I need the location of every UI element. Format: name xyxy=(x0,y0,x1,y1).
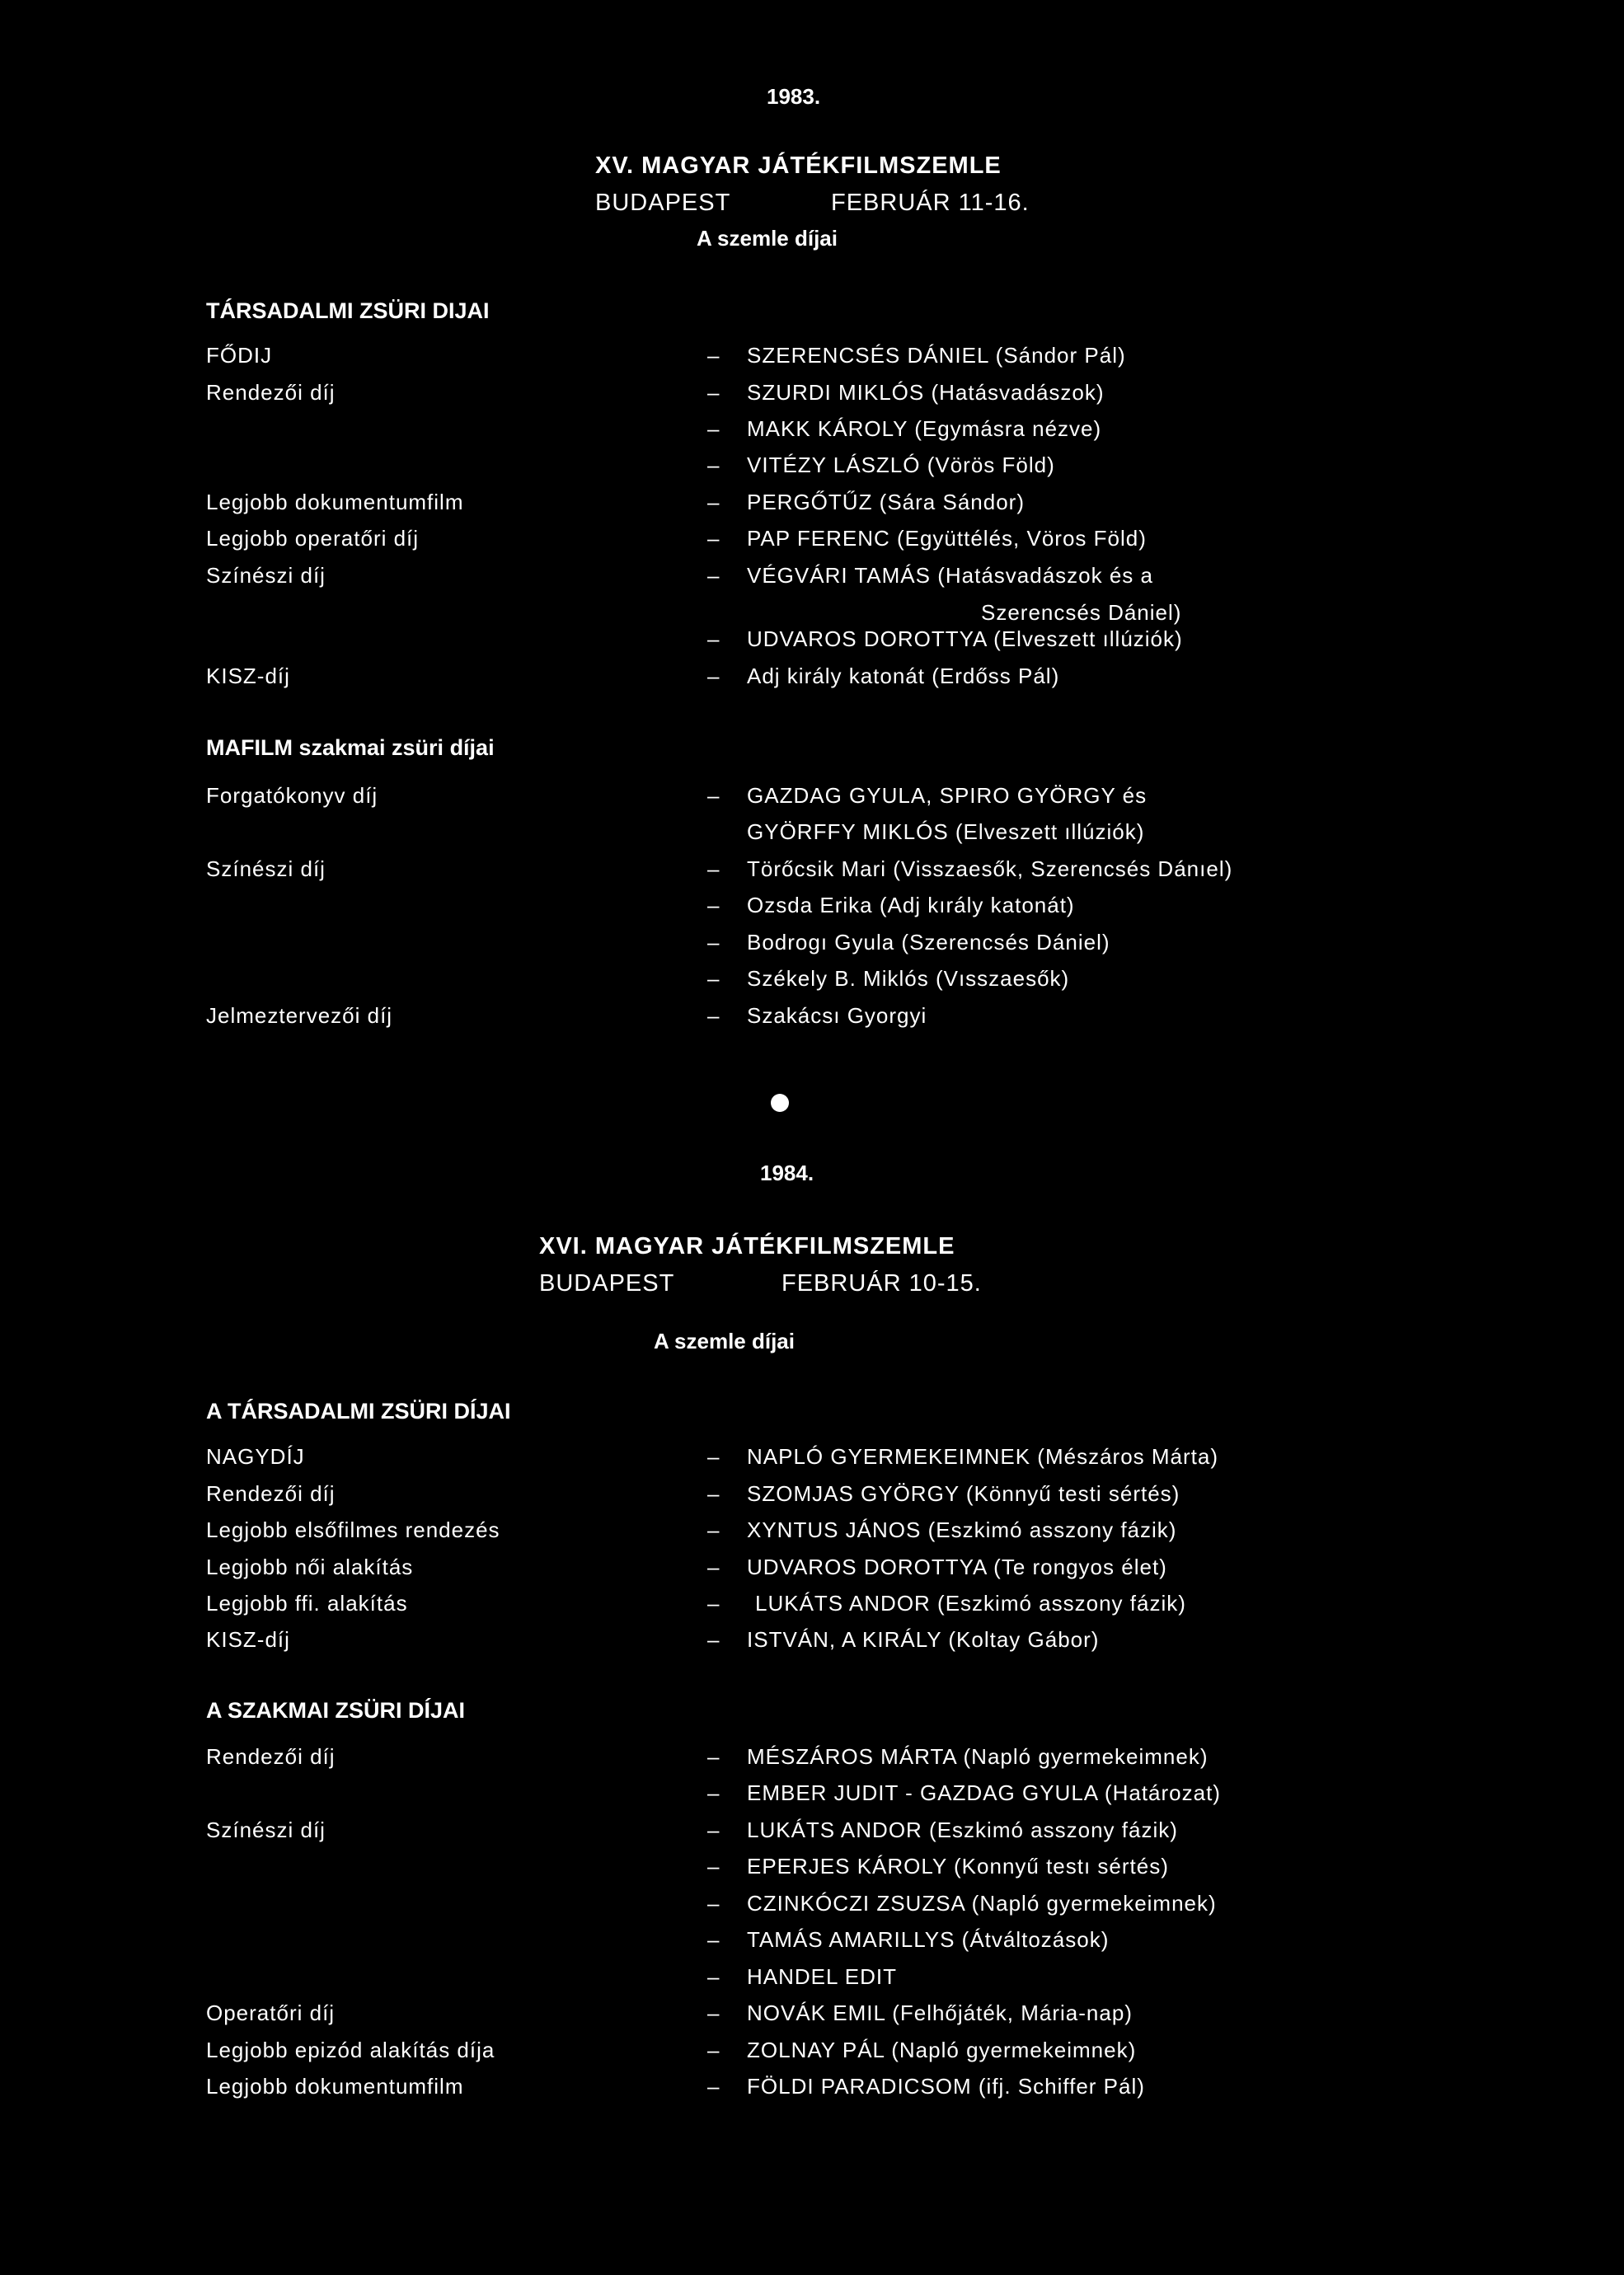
dash: – xyxy=(707,1517,720,1542)
award-winner: Szakácsı Gyorgyi xyxy=(747,1003,927,1028)
dash: – xyxy=(707,664,720,688)
award-category: Legjobb ffi. alakítás xyxy=(206,1591,408,1616)
award-category: Színészi díj xyxy=(206,563,326,588)
awards-heading-1983: A szemle díjai xyxy=(697,226,838,251)
award-winner: CZINKÓCZI ZSUZSA (Napló gyermekeimnek) xyxy=(747,1891,1217,1916)
award-category: FŐDIJ xyxy=(206,343,273,368)
award-winner: LUKÁTS ANDOR (Eszkimó asszony fázik) xyxy=(755,1591,1186,1616)
award-category: Rendezői díj xyxy=(206,1481,336,1506)
awards-heading-1984: A szemle díjai xyxy=(654,1329,795,1353)
dash: – xyxy=(707,856,720,881)
award-winner: XYNTUS JÁNOS (Eszkimó asszony fázik) xyxy=(747,1517,1177,1542)
award-winner: SZERENCSÉS DÁNIEL (Sándor Pál) xyxy=(747,343,1126,368)
dash: – xyxy=(707,1780,720,1805)
dash: – xyxy=(707,453,720,477)
section-heading-social-jury-1984: A TÁRSADALMI ZSÜRI DÍJAI xyxy=(206,1399,511,1424)
dash: – xyxy=(707,2038,720,2062)
award-winner: Bodrogı Gyula (Szerencsés Dániel) xyxy=(747,930,1110,955)
dash: – xyxy=(707,1854,720,1879)
dash: – xyxy=(707,1627,720,1652)
festival-location-1983: BUDAPEST xyxy=(595,190,731,216)
year-1984: 1984. xyxy=(760,1161,814,1185)
dash: – xyxy=(707,1591,720,1616)
dash: – xyxy=(707,563,720,588)
dash: – xyxy=(707,380,720,405)
award-category: KISZ-díj xyxy=(206,664,290,688)
award-category: Legjobb operatőri díj xyxy=(206,526,420,551)
award-winner: SZOMJAS GYÖRGY (Könnyű testi sértés) xyxy=(747,1481,1180,1506)
award-category: Legjobb dokumentumfilm xyxy=(206,2074,464,2099)
dash: – xyxy=(707,2074,720,2099)
award-category: Jelmeztervezői díj xyxy=(206,1003,393,1028)
award-winner: FÖLDI PARADICSOM (ifj. Schiffer Pál) xyxy=(747,2074,1145,2099)
award-winner: ISTVÁN, A KIRÁLY (Koltay Gábor) xyxy=(747,1627,1100,1652)
award-winner: VITÉZY LÁSZLÓ (Vörös Föld) xyxy=(747,453,1055,477)
award-winner: PAP FERENC (Együttélés, Vöros Föld) xyxy=(747,526,1147,551)
award-category: Legjobb dokumentumfilm xyxy=(206,490,464,514)
dash: – xyxy=(707,1891,720,1916)
award-winner: EPERJES KÁROLY (Konnyű testı sértés) xyxy=(747,1854,1169,1879)
award-winner: TAMÁS AMARILLYS (Átváltozások) xyxy=(747,1927,1110,1952)
dash: – xyxy=(707,626,720,651)
dash: – xyxy=(707,1481,720,1506)
award-winner: UDVAROS DOROTTYA (Elveszett ıllúziók) xyxy=(747,626,1183,651)
dash: – xyxy=(707,2001,720,2025)
festival-dates-1984: FEBRUÁR 10-15. xyxy=(781,1270,982,1297)
festival-dates-1983: FEBRUÁR 11-16. xyxy=(831,190,1030,216)
festival-title-1983: XV. MAGYAR JÁTÉKFILMSZEMLE xyxy=(595,152,1002,179)
dash: – xyxy=(707,1744,720,1769)
separator-bullet xyxy=(771,1094,789,1112)
award-winner: NAPLÓ GYERMEKEIMNEK (Mészáros Márta) xyxy=(747,1444,1218,1469)
award-winner-continued: GYÖRFFY MIKLÓS (Elveszett ıllúziók) xyxy=(747,819,1145,844)
award-winner-continued: Szerencsés Dániel) xyxy=(981,600,1182,625)
dash: – xyxy=(707,526,720,551)
award-winner: Ozsda Erika (Adj kırály katonát) xyxy=(747,893,1075,917)
award-winner: GAZDAG GYULA, SPIRO GYÖRGY és xyxy=(747,783,1148,808)
award-category: Legjobb epizód alakítás díja xyxy=(206,2038,495,2062)
dash: – xyxy=(707,1003,720,1028)
award-winner: NOVÁK EMIL (Felhőjáték, Mária-nap) xyxy=(747,2001,1133,2025)
dash: – xyxy=(707,930,720,955)
award-winner: SZURDI MIKLÓS (Hatásvadászok) xyxy=(747,380,1105,405)
award-winner: Adj király katonát (Erdőss Pál) xyxy=(747,664,1060,688)
section-heading-mafilm-jury-1983: MAFILM szakmai zsüri díjai xyxy=(206,735,495,760)
year-1983: 1983. xyxy=(767,84,821,109)
dash: – xyxy=(707,1444,720,1469)
award-category: NAGYDÍJ xyxy=(206,1444,305,1469)
award-winner: PERGŐTŰZ (Sára Sándor) xyxy=(747,490,1025,514)
award-winner: Törőcsik Mari (Visszaesők, Szerencsés Dánıel) xyxy=(747,856,1233,881)
award-winner: Székely B. Miklós (Vısszaesők) xyxy=(747,966,1070,991)
section-heading-professional-jury-1984: A SZAKMAI ZSÜRI DÍJAI xyxy=(206,1698,466,1723)
dash: – xyxy=(707,490,720,514)
award-category: Színészi díj xyxy=(206,856,326,881)
award-winner: ZOLNAY PÁL (Napló gyermekeimnek) xyxy=(747,2038,1137,2062)
festival-title-1984: XVI. MAGYAR JÁTÉKFILMSZEMLE xyxy=(539,1233,955,1259)
award-winner: MÉSZÁROS MÁRTA (Napló gyermekeimnek) xyxy=(747,1744,1209,1769)
dash: – xyxy=(707,1818,720,1842)
dash: – xyxy=(707,893,720,917)
award-winner: EMBER JUDIT - GAZDAG GYULA (Határozat) xyxy=(747,1780,1221,1805)
dash: – xyxy=(707,343,720,368)
award-category: Legjobb női alakítás xyxy=(206,1555,414,1579)
dash: – xyxy=(707,416,720,441)
award-category: Rendezői díj xyxy=(206,1744,336,1769)
award-category: Legjobb elsőfilmes rendezés xyxy=(206,1517,500,1542)
award-category: KISZ-díj xyxy=(206,1627,290,1652)
award-winner: MAKK KÁROLY (Egymásra nézve) xyxy=(747,416,1102,441)
award-winner: VÉGVÁRI TAMÁS (Hatásvadászok és a xyxy=(747,563,1153,588)
award-winner: LUKÁTS ANDOR (Eszkimó asszony fázik) xyxy=(747,1818,1178,1842)
dash: – xyxy=(707,1964,720,1989)
dash: – xyxy=(707,1555,720,1579)
award-winner: HANDEL EDIT xyxy=(747,1964,897,1989)
dash: – xyxy=(707,966,720,991)
award-category: Színészi díj xyxy=(206,1818,326,1842)
dash: – xyxy=(707,783,720,808)
award-category: Forgatókonyv díj xyxy=(206,783,378,808)
award-category: Operatőri díj xyxy=(206,2001,336,2025)
section-heading-social-jury-1983: TÁRSADALMI ZSÜRI DIJAI xyxy=(206,298,490,323)
dash: – xyxy=(707,1927,720,1952)
award-category: Rendezői díj xyxy=(206,380,336,405)
festival-location-1984: BUDAPEST xyxy=(539,1270,675,1297)
award-winner: UDVAROS DOROTTYA (Te rongyos élet) xyxy=(747,1555,1167,1579)
